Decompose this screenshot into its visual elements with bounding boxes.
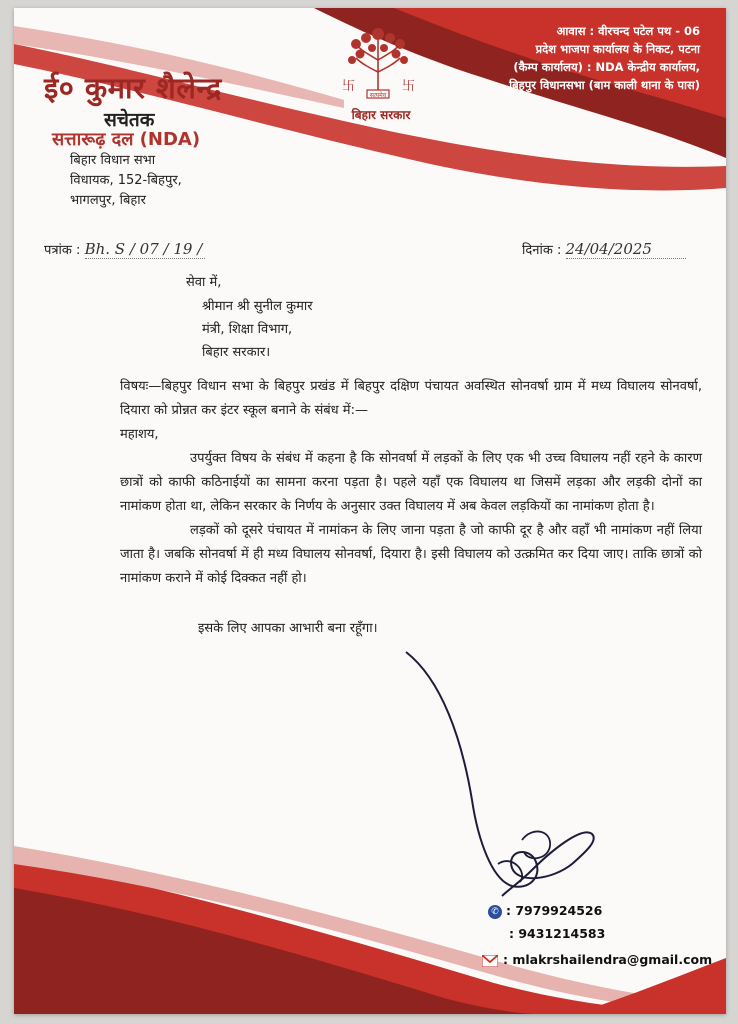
recipient-line: मंत्री, शिक्षा विभाग, [202, 322, 293, 337]
email-address: : mlakrshailendra@gmail.com [503, 952, 713, 967]
phone-1-number: : 7979924526 [506, 903, 603, 918]
recipient-line: श्रीमान श्री सुनील कुमार [202, 299, 313, 314]
letter-page [14, 8, 726, 1014]
left-address [70, 151, 182, 211]
phone-1 [488, 903, 602, 919]
right-address-line: आवास : वीरचन्द पटेल पथ - 06 [556, 24, 700, 38]
paragraph-1: उपर्युक्त विषय के संबंध में कहना है कि सोनवर्षा में लड़कों के लिए एक भी उच्च विघालय नहीं रहने के कारण छात्रों को काफी कठिनाईयों का सामना करना पड़ता है। पहले यहाँ एक विघालय था जिसमें लड़का और लड़की दोनों का नामांकण होता था, लेकिन सरकार के निर्णय के अनुसार उक्त विघालय में अब केवल लड़कियों का नामांकण होता है। [120, 451, 702, 514]
to-line: सेवा में, [186, 275, 222, 290]
date-value: 24/04/2025 [566, 240, 686, 259]
left-address-line: बिहार विधान सभा [70, 153, 156, 168]
phone-icon: ✆ [488, 905, 502, 919]
svg-text:卐: 卐 [342, 79, 356, 94]
right-address-line: प्रदेश भाजपा कार्यालय के निकट, पटना [535, 42, 700, 56]
govt-label: बिहार सरकार [351, 108, 411, 122]
gmail-icon [482, 955, 498, 967]
phone-2 [509, 926, 605, 941]
signature [402, 650, 602, 900]
reference-label: पत्रांक : [44, 243, 81, 258]
paragraph-2: लड़कों को दूसरे पंचायत में नामांकन के लिए जाना पड़ता है जो काफी दूर है और वहाँ भी नामांकण नहीं लिया जाता है। जबकि सोनवर्षा में ही मध्य विघालय सोनवर्षा, दियारा है। इसी विघालय को उत्क्रमित कर दिया जाए। ताकि छात्रों को नामांकण कराने में कोई दिक्कत नहीं हो। [120, 523, 702, 586]
left-address-line: भागलपुर, बिहार [70, 193, 146, 208]
recipient-line: बिहार सरकार। [202, 345, 271, 360]
phone-2-number: : 9431214583 [509, 926, 606, 941]
party-name: सत्तारूढ़ दल (NDA) [52, 129, 201, 150]
right-address-line: बिहपुर विधानसभा (बाम काली थाना के पास) [509, 78, 700, 92]
subject: विषयः—बिहपुर विधान सभा के बिहपुर प्रखंड में बिहपुर दक्षिण पंचायत अवस्थित सोनवर्षा ग्राम में मध्य विघालय सोनवर्षा, दियारा को प्रोन्नत कर इंटर स्कूल बनाने के संबंध में:— [120, 379, 702, 418]
right-address [400, 22, 700, 94]
date-label: दिनांक : [522, 243, 562, 258]
designation: सचेतक [104, 109, 155, 131]
mla-name: ई० कुमार शैलेन्द्र [44, 71, 222, 105]
salutation: महाशय, [120, 427, 159, 442]
emblem-motto: सत्यमेव [369, 92, 387, 99]
reference-number [44, 240, 205, 259]
left-address-line: विधायक, 152-बिहपुर, [70, 173, 182, 188]
email [482, 952, 712, 967]
svg-text:卐: 卐 [402, 79, 416, 94]
right-address-line: (कैम्प कार्यालय) : NDA केन्द्रीय कार्यालय, [513, 60, 700, 74]
letter-body [120, 375, 702, 591]
reference-value: Bh. S / 07 / 19 / [85, 240, 205, 259]
recipient-block [202, 295, 313, 364]
date [522, 240, 686, 259]
closing-line: इसके लिए आपका आभारी बना रहूँगा। [198, 621, 378, 636]
